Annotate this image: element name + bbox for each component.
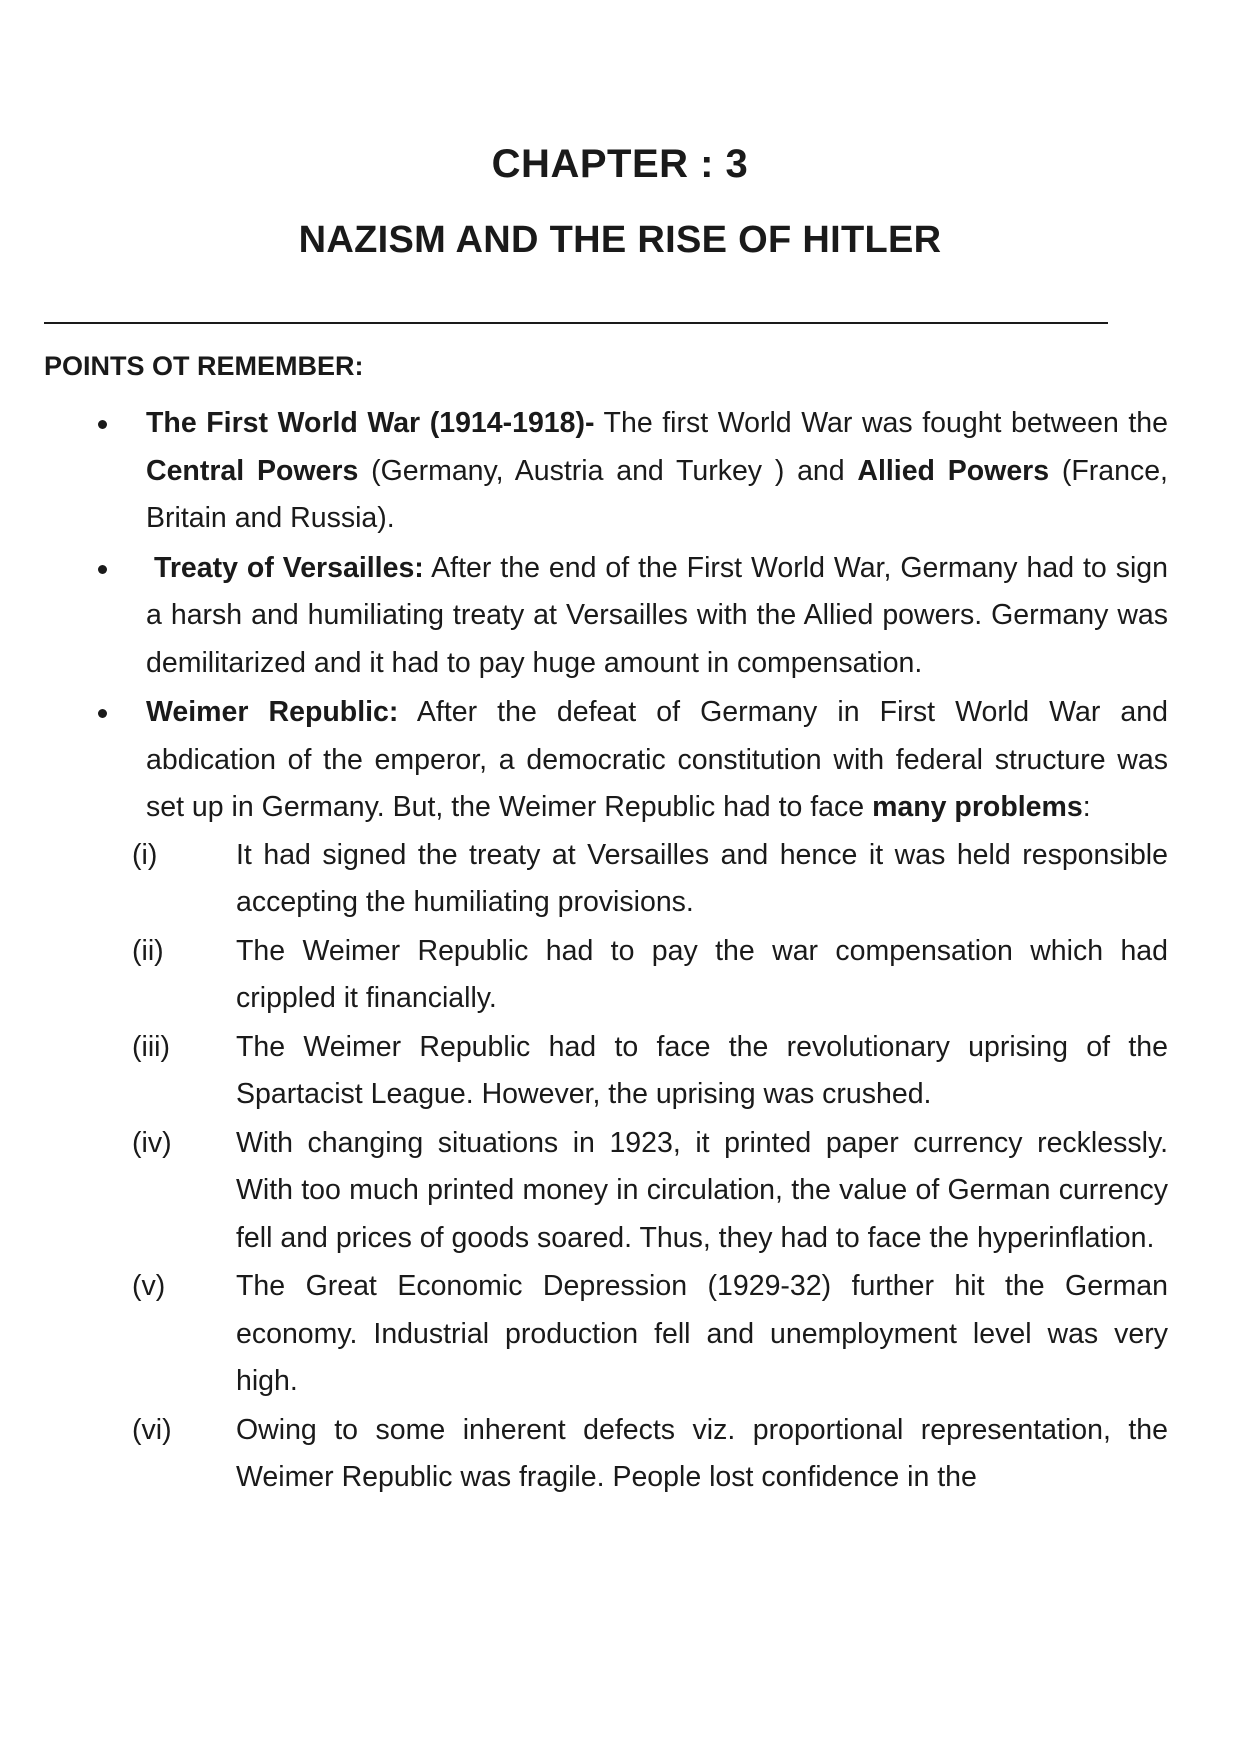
problems-list <box>132 832 1168 1502</box>
item-text: It had signed the treaty at Versailles and hence it was held responsible accepting the humiliating provisions. <box>236 838 1168 918</box>
chapter-title: NAZISM AND THE RISE OF HITLER <box>298 219 942 261</box>
list-item <box>132 928 1168 1023</box>
bullet-bold-phrase: Central Powers <box>146 454 359 487</box>
item-text: Owing to some inherent defects viz. proportional representation, the Weimer Republic was fragile. People lost confidence in the <box>236 1413 1168 1493</box>
list-item <box>132 1024 1168 1119</box>
item-text: The Weimer Republic had to face the revolutionary uprising of the Spartacist League. However, the uprising was crushed. <box>236 1030 1168 1110</box>
bullet-dot-icon <box>98 420 107 429</box>
bullet-text: (France, Britain and Russia). <box>146 454 1168 534</box>
list-item <box>132 1263 1168 1406</box>
item-number: (vi) <box>132 1413 172 1446</box>
bullet-term: Weimer Republic: <box>146 696 399 728</box>
item-number: (iv) <box>132 1126 172 1159</box>
bullet-dot-icon <box>98 709 107 718</box>
bullet-text: After the defeat of Germany in First World War and abdication of the emperor, a democratic constitution with federal structure was set up in Germany. But, the Weimer Republic had to face <box>146 696 1168 823</box>
item-number: (v) <box>132 1270 166 1302</box>
item-text: The Great Economic Depression (1929-32) further hit the German economy. Industrial production fell and unemployment level was very high. <box>236 1270 1168 1397</box>
list-item <box>132 832 1168 927</box>
bullet-bold-phrase: many problems <box>872 791 1083 823</box>
bullet-text: After the end of the First World War, Germany had to sign a harsh and humiliating treaty at Versailles with the Allied powers. Germany was demilitarized and it had to pay huge amount in compensation. <box>146 551 1168 679</box>
points-list <box>132 400 1168 1504</box>
item-number: (ii) <box>132 934 164 967</box>
bullet-first-world-war <box>146 400 1168 543</box>
item-text: With changing situations in 1923, it printed paper currency recklessly. With too much printed money in circulation, the value of German currency fell and prices of goods soared. Thus, they had to face the hyperinflation. <box>236 1126 1168 1254</box>
chapter-number: CHAPTER : 3 <box>491 142 749 186</box>
bullet-text: The first World War was fought between the <box>594 407 1168 439</box>
bullet-term: Treaty of Versailles: <box>154 551 424 584</box>
list-item <box>132 1120 1168 1263</box>
bullet-text: (Germany, Austria and Turkey ) and <box>358 454 858 487</box>
item-number: (iii) <box>132 1030 170 1063</box>
list-item <box>132 1407 1168 1502</box>
item-text: The Weimer Republic had to pay the war compensation which had crippled it financially. <box>236 934 1168 1014</box>
bullet-text: : <box>1082 791 1091 823</box>
bullet-bold-phrase: Allied Powers <box>857 454 1050 487</box>
bullet-term: The First World War (1914-1918)- <box>146 407 595 439</box>
bullet-weimer-republic <box>132 689 1168 1502</box>
bullet-dot-icon <box>98 565 107 574</box>
section-heading: POINTS OT REMEMBER: <box>44 351 364 381</box>
item-number: (i) <box>132 838 158 871</box>
title-divider <box>44 322 1108 324</box>
bullet-treaty-of-versailles <box>146 545 1168 688</box>
